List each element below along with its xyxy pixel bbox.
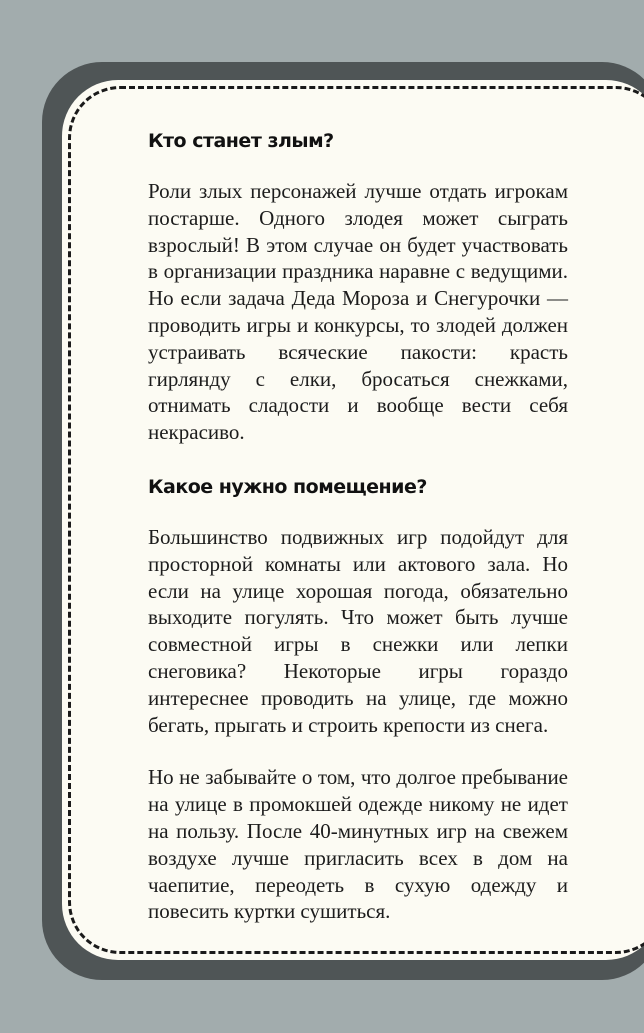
section-paragraph: Роли злых персонажей лучше отдать игрокам постарше. Одного злодея может сыграть взрослый! В этом случае он будет участвовать в организации праздника наравне с ведущими. Но если задача Деда Мороза и Снегурочки — проводить игры и конкурсы, то злодей должен устраивать всяческие пакости: красть гирлянду с елки, бросаться снежками, отнимать сладости и вообще вести себя некрасиво. [148, 179, 568, 445]
section-heading: Какое нужно помещение? [148, 475, 427, 498]
card-content [148, 120, 568, 925]
section-paragraph: Большинство подвижных игр подойдут для просторной комнаты или актового зала. Но если на улице хорошая погода, обязательно выходите погулять. Что может быть лучше совместной игры в снежки или лепки снеговика? Некоторые игры гораздо интереснее проводить на улице, где можно бегать, прыгать и строить крепости из снега. [148, 524, 568, 737]
section-heading: Кто станет злым? [148, 130, 334, 152]
section-paragraph: Но не забывайте о том, что долгое пребывание на улице в промокшей одежде никому не идет на пользу. После 40-минутных игр на свежем воздухе лучше пригласить всех в дом на чаепитие, переодеть в сухую одежду и повесить куртки сушиться. [148, 765, 568, 924]
